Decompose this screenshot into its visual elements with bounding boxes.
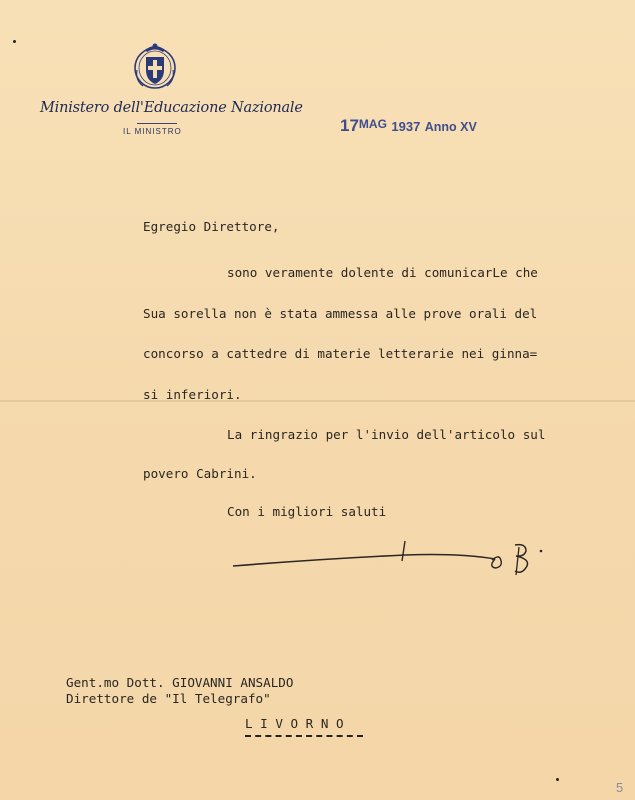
handwritten-signature: [230, 533, 560, 578]
ink-speck: [556, 778, 559, 781]
ministro-title: IL MINISTRO: [123, 127, 182, 136]
salutation: Egregio Direttore,: [143, 219, 280, 234]
recipient-name: Gent.mo Dott. GIOVANNI ANSALDO: [66, 675, 294, 690]
date-stamp: [340, 116, 477, 136]
stamp-era: Anno XV: [424, 120, 477, 134]
city-underline: [245, 735, 363, 737]
body-line: concorso a cattedre di materie letterarie nei ginna=: [143, 346, 538, 361]
ink-speck: [13, 40, 16, 43]
closing: Con i migliori saluti: [227, 504, 387, 519]
ministry-name: Ministero dell'Educazione Nazionale: [40, 100, 303, 116]
stamp-year: 1937: [391, 119, 421, 134]
page-number: 5: [616, 780, 624, 795]
recipient-city: L I V O R N O: [245, 716, 344, 731]
savoy-crest-icon: [133, 40, 177, 92]
stamp-day: 17: [340, 116, 359, 135]
body-line: sono veramente dolente di comunicarLe che: [227, 265, 538, 280]
fold-crease: [0, 400, 635, 402]
body-line: si inferiori.: [143, 387, 242, 402]
letterhead-rule: [137, 123, 177, 124]
recipient-title: Direttore de "Il Telegrafo": [66, 691, 271, 706]
body-line: La ringrazio per l'invio dell'articolo sul: [227, 427, 546, 442]
body-line: Sua sorella non è stata ammessa alle prove orali del: [143, 306, 538, 321]
body-line: povero Cabrini.: [143, 466, 257, 481]
stamp-month: MAG: [358, 117, 387, 131]
